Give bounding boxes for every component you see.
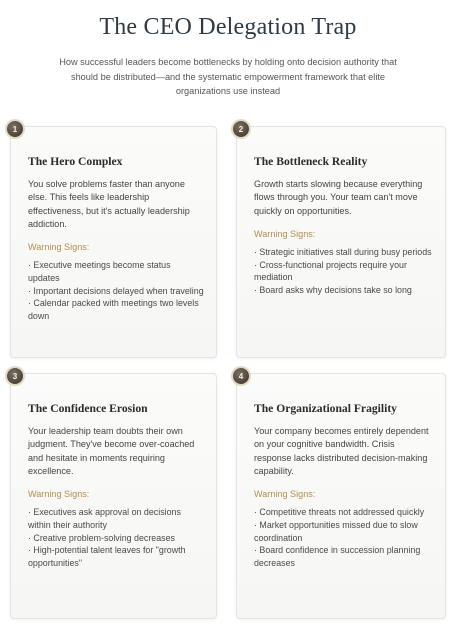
card-organizational-fragility [236,373,446,619]
warning-signs-label: Warning Signs: [28,242,90,253]
card-description: You solve problems faster than anyone else. This feels like leadership effectiveness, but it's actually leadership addiction. [28,179,190,229]
warning-sign-item: · Board confidence in succession planning decreases [254,545,421,568]
page-title: The CEO Delegation Trap [99,14,357,40]
card-hero-complex [10,126,217,358]
warning-sign-item: · Strategic initiatives stall during busy periods [254,247,432,258]
warning-signs-list [254,506,433,569]
card-number-badge: 3 [7,368,23,384]
warning-sign-item: · Board asks why decisions take so long [254,284,412,295]
warning-sign-item: · Competitive threats not addressed quickly [254,507,425,518]
warning-signs-label: Warning Signs: [254,489,316,500]
card-title: The Organizational Fragility [254,402,397,415]
warning-sign-item: · Market opportunities missed due to slow coordination [254,520,418,543]
card-number-badge: 4 [233,368,249,384]
card-title: The Bottleneck Reality [254,155,368,168]
warning-sign-item: · Executives ask approval on decisions within their authority [28,507,181,531]
warning-signs-label: Warning Signs: [28,489,90,500]
warning-signs-list [28,259,204,322]
card-description: Growth starts slowing because everything flows through you. Your team can't move quickly on opportunities. [254,179,423,216]
warning-signs-label: Warning Signs: [254,228,316,239]
card-title: The Hero Complex [28,155,123,168]
warning-signs-list [254,246,433,296]
card-confidence-erosion [10,373,217,619]
warning-signs-list [28,506,204,569]
warning-sign-item: · Cross-functional projects require your mediation [254,259,407,283]
card-number-badge: 1 [7,121,23,137]
page-subtitle: How successful leaders become bottlenecks by holding onto decision authority that should be distributed—and the systematic empowerment framework that elite organizations use instead [59,57,397,96]
warning-sign-item: · Executive meetings become status updates [28,260,171,284]
card-bottleneck-reality [236,126,446,358]
card-description: Your company becomes entirely dependent on your cognitive bandwidth. Crisis response lacks distributed decision-making capability. [254,426,429,476]
warning-sign-item: · High-potential talent leaves for "growth opportunities" [28,545,186,568]
warning-sign-item: · Calendar packed with meetings two levels down [28,298,199,321]
warning-sign-item: · Important decisions delayed when traveling [28,285,204,296]
card-title: The Confidence Erosion [28,402,148,415]
warning-sign-item: · Creative problem-solving decreases [28,532,175,543]
card-description: Your leadership team doubts their own judgment. They've become over-coached and hesitate in moments requiring excellence. [28,426,195,476]
card-number-badge: 2 [233,121,249,137]
